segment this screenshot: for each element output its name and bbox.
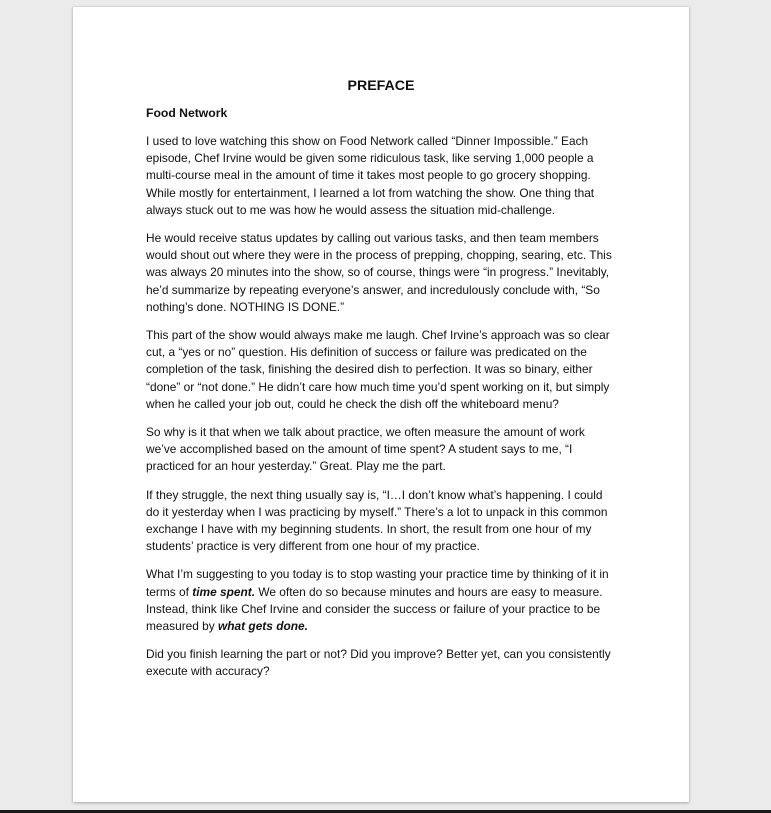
- document-content: [146, 77, 616, 692]
- emphasis-what-gets-done: what gets done.: [218, 619, 308, 634]
- emphasis-time-spent: time spent.: [192, 584, 256, 599]
- page-title: PREFACE: [347, 78, 415, 94]
- paragraph-3: This part of the show would always make me laugh. Chef Irvine’s approach was so clear cut, a “yes or no” question. His definition of success or failure was predicated on the completion of the task, finishing the desired dish to perfection. It was so binary, either “done” or “not done.” He didn’t care how much time you’d spent working on it, but simply when he called your job out, could he check the dish off the whiteboard menu?: [146, 328, 610, 411]
- paragraph-1: I used to love watching this show on Food Network called “Dinner Impossible.” Each episode, Chef Irvine would be given some ridiculous task, like serving 1,000 people a multi-course meal in the amount of time it takes most people to go grocery shopping. While mostly for entertainment, I learned a lot from watching the show. One thing that always stuck out to me was how he would assess the situation mid-challenge.: [146, 134, 595, 217]
- document-page: [73, 7, 689, 802]
- paragraph-5: If they struggle, the next thing usually say is, “I…I don’t know what’s happening. I could do it yesterday when I was practicing by myself.” There’s a lot to unpack in this common exchange I have with my beginning students. In short, the result from one hour of my students’ practice is very different from one hour of my practice.: [146, 487, 608, 554]
- paragraph-6-part-1: What I’m suggesting to you today is to stop wasting your practice time by thinking of it in terms of: [146, 567, 609, 599]
- paragraph-6-part-2: We often do so because minutes and hours are easy to measure. Instead, think like Chef Irvine and consider the success or failure of your practice to be measured by: [146, 584, 603, 634]
- paragraph-7: Did you finish learning the part or not? Did you improve? Better yet, can you consistently execute with accuracy?: [146, 647, 611, 679]
- paragraph-6: [146, 566, 616, 635]
- paragraph-4: So why is it that when we talk about practice, we often measure the amount of work we’ve accomplished based on the amount of time spent? A student says to me, “I practiced for an hour yesterday.” Great. Play me the part.: [146, 425, 585, 474]
- paragraph-2: He would receive status updates by calling out various tasks, and then team members would shout out where they were in the process of prepping, chopping, searing, etc. This was always 20 minutes into the show, so of course, things were “in progress.” Inevitably, he’d summarize by repeating everyone’s answer, and incredulously conclude with, “So nothing’s done. NOTHING IS DONE.”: [146, 231, 612, 314]
- section-heading: Food Network: [146, 106, 228, 120]
